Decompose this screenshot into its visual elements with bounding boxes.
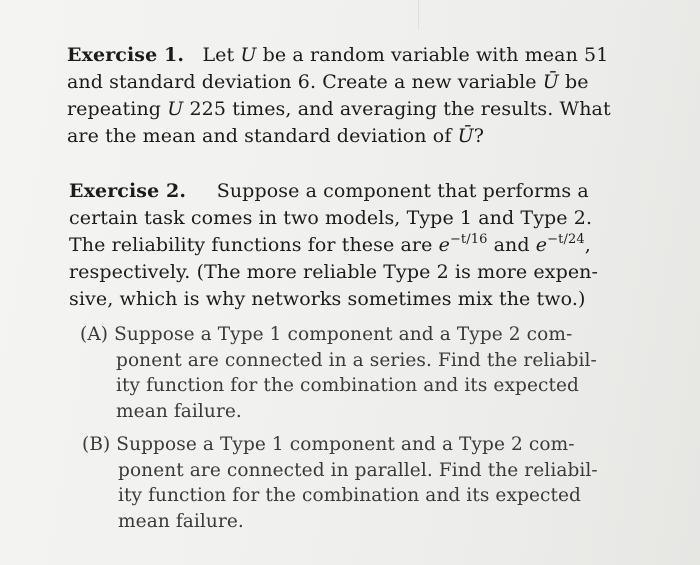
exercise-2-label: Exercise 2. <box>69 180 187 202</box>
part-b-line-2: ponent are connected in parallel. Find the reliabil- <box>118 459 598 481</box>
exercise-2-line-4 <box>69 259 598 286</box>
exercise-2-text: The reliability functions for these are <box>69 234 439 256</box>
exercise-1-line-2 <box>67 69 611 96</box>
paper-crease <box>418 0 419 30</box>
part-a-line-3: ity function for the combination and its expected <box>116 375 579 396</box>
exercise-1-text: 225 times, and averaging the results. What <box>183 98 611 120</box>
exercise-1-label: Exercise 1. <box>67 44 185 66</box>
part-a-line-2: ponent are connected in a series. Find the reliabil- <box>116 349 597 371</box>
part-a-line-1: (A) Suppose a Type 1 component and a Type 2 com- <box>80 324 573 345</box>
exercise-1-line-1 <box>67 42 611 69</box>
exercise-1-text: be a random variable with mean 51 <box>256 44 609 66</box>
exercise-2-line-1 <box>69 178 598 205</box>
exercise-2 <box>69 178 598 313</box>
part-b-line-4: mean failure. <box>118 510 244 532</box>
exercise-1-text: are the mean and standard deviation of <box>67 125 458 147</box>
euler-e: e <box>535 234 548 256</box>
exercise-1-text: be <box>558 71 589 93</box>
exercise-2-line-2 <box>69 205 598 232</box>
part-a-line-4: mean failure. <box>116 400 242 422</box>
variable-u: U <box>167 98 184 120</box>
exponent-type-2: −t/24 <box>547 232 585 247</box>
exercise-1-text: ? <box>473 125 485 147</box>
variable-u-bar: Ū <box>542 71 559 93</box>
part-b <box>82 432 598 534</box>
exercise-2-text: sive, which is why networks sometimes mix the two.) <box>69 288 586 310</box>
euler-e: e <box>438 234 450 256</box>
exercise-2-text: respectively. (The more reliable Type 2 is more expen- <box>69 261 599 283</box>
exercise-2-text: , <box>584 234 591 256</box>
exponent-type-1: −t/16 <box>449 232 488 247</box>
exercise-1-line-4 <box>67 123 611 150</box>
variable-u: U <box>240 44 257 66</box>
exercise-1-text: repeating <box>67 98 168 120</box>
variable-u-bar: Ū <box>457 125 474 147</box>
exercise-2-text: Suppose a component that performs a <box>216 180 589 202</box>
exercise-1 <box>67 42 611 150</box>
exercise-1-text: and standard deviation 6. Create a new variable <box>67 71 543 93</box>
exercise-1-text: Let <box>202 44 241 66</box>
exercise-2-text: certain task comes in two models, Type 1 and Type 2. <box>69 207 593 229</box>
exercise-2-line-5 <box>69 286 598 313</box>
part-b-line-1: (B) Suppose a Type 1 component and a Type 2 com- <box>82 434 575 455</box>
part-b-line-3: ity function for the combination and its expected <box>118 485 581 506</box>
exercise-2-text: and <box>487 234 536 256</box>
exercise-1-line-3 <box>67 96 611 123</box>
exercise-2-line-3 <box>69 232 598 259</box>
part-a <box>80 322 597 424</box>
